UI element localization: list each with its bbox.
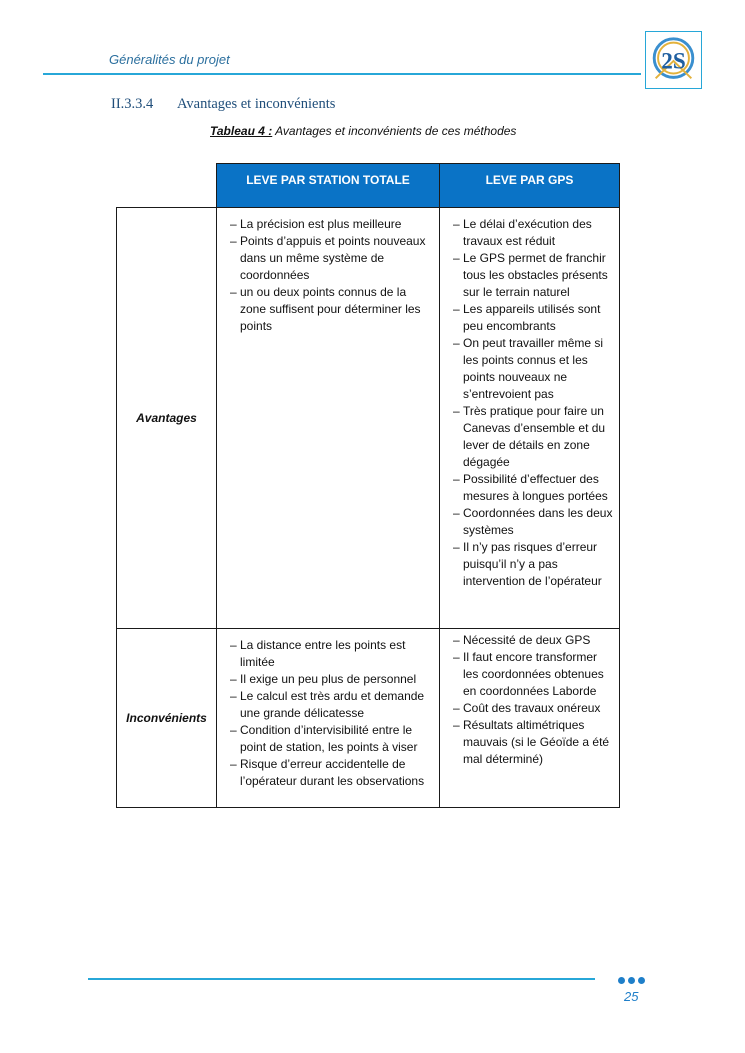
list-item: – Très pratique pour faire un Canevas d’ensemble et du lever de détails en zone dégagée [453,403,613,471]
list-item: – Risque d’erreur accidentelle de l’opérateur durant les observations [230,756,433,790]
section-title: Avantages et inconvénients [177,96,336,112]
cell-inconvenients-station-totale [216,628,440,808]
list-item: – Coordonnées dans les deux systèmes [453,505,613,539]
list-item: – Il n’y pas risques d’erreur puisqu’il n’y a pas intervention de l’opérateur [453,539,613,590]
column-header-station-totale: LEVE PAR STATION TOTALE [216,163,440,208]
section-number: II.3.3.4 [111,96,154,112]
list-item: – Le calcul est très ardu et demande une grande délicatesse [230,688,433,722]
column-header-gps: LEVE PAR GPS [439,163,620,208]
list-item: – La distance entre les points est limitée [230,637,433,671]
list-item: – Il exige un peu plus de personnel [230,671,433,688]
list-item: – Coût des travaux onéreux [453,700,613,717]
row-label-avantages: Avantages [116,207,217,629]
list-item: – Il faut encore transformer les coordonnées obtenues en coordonnées Laborde [453,649,613,700]
school-emblem-icon [645,31,702,89]
footer-rule [88,978,595,980]
cell-avantages-gps [439,207,620,629]
caption-text: Avantages et inconvénients de ces méthodes [272,124,517,138]
row-label-inconvenients: Inconvénients [116,628,217,808]
list-item: – Le GPS permet de franchir tous les obstacles présents sur le terrain naturel [453,250,613,301]
list-item: – Les appareils utilisés sont peu encombrants [453,301,613,335]
list-item: – Le délai d’exécution des travaux est réduit [453,216,613,250]
cell-inconvenients-gps [439,628,620,808]
section-heading [111,96,335,113]
caption-label: Tableau 4 : [210,124,273,138]
running-header-title: Généralités du projet [109,52,230,67]
list-item: – La précision est plus meilleure [230,216,433,233]
page-number: 25 [624,989,639,1004]
cell-avantages-station-totale [216,207,440,629]
list-item: – Possibilité d’effectuer des mesures à longues portées [453,471,613,505]
list-item: – Résultats altimétriques mauvais (si le Géoïde a été mal déterminé) [453,717,613,768]
logo-text: 2S [661,48,686,75]
list-item: – Points d’appuis et points nouveaux dans un même système de coordonnées [230,233,433,284]
list-item: – On peut travailler même si les points connus et les points nouveaux ne s’entrevoient pas [453,335,613,403]
list-item: – un ou deux points connus de la zone suffisent pour déterminer les points [230,284,433,335]
header-rule [43,73,641,75]
list-item: – Condition d’intervisibilité entre le point de station, les points à viser [230,722,433,756]
footer-dots-icon [618,977,645,984]
table-caption [210,124,516,138]
list-item: – Nécessité de deux GPS [453,632,613,649]
